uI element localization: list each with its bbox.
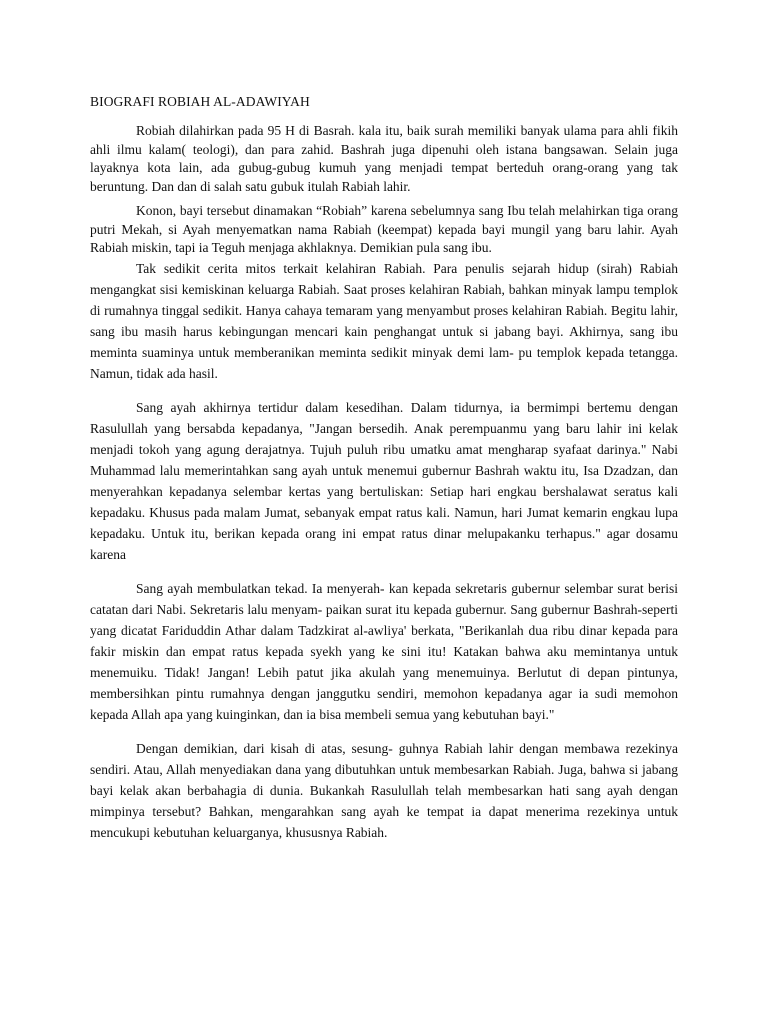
paragraph-4: Sang ayah akhirnya tertidur dalam kesedihan. Dalam tidurnya, ia bermimpi bertemu dengan Rasulullah yang bersabda kepadanya, "Jangan bersedih. Anak perempuanmu yang baru lahir ini kelak menjadi tokoh yang agung derajatnya. Tujuh puluh ribu umatku amat mengharap syafaat darinya." Nabi Muhammad lalu memerintahkan sang ayah untuk menemui gubernur Bashrah waktu itu, Isa Dzadzan, dan menyerahkan kepadanya selembar kertas yang bertuliskan: Setiap hari engkau bershalawat seratus kali kepadaku. Khusus pada malam Jumat, sebanyak empat ratus kali. Namun, hari Jumat kemarin engkau lupa kepadaku. Untuk itu, berikan kepada orang ini empat ratus dinar melupakanku terhapus." agar dosamu karena [90,399,678,562]
paragraph-5: Sang ayah membulatkan tekad. Ia menyerah- kan kepada sekretaris gubernur selembar surat berisi catatan dari Nabi. Sekretaris lalu menyam- paikan surat itu kepada gubernur. Sang gubernur Bashrah-seperti yang dicatat Fariduddin Athar dalam Tadzkirat al-awliya' berkata, "Berikanlah dua ribu dinar kepada para fakir miskin dan empat ratus kepada syekh yang ke sini itu! Katakan bahwa aku memintanya untuk menemuiku. Tidak! Jangan! Lebih patut jika akulah yang menemuinya. Berlutut di depan pintunya, membersihkan pintu rumahnya dengan janggutku sendiri, memohon kepadanya agar ia sudi memohon kepada Allah apa yang kuinginkan, dan ia bisa membeli semua yang kebutuhan bayi." [90,580,678,722]
paragraph-3: Tak sedikit cerita mitos terkait kelahiran Rabiah. Para penulis sejarah hidup (sirah) Rabiah mengangkat sisi kemiskinan keluarga Rabiah. Saat proses kelahiran Rabiah, bahkan minyak lampu templok di rumahnya tinggal sedikit. Hanya cahaya temaram yang menyambut proses kelahiran Rabiah. Begitu lahir, sang ibu masih harus kebingungan mencari kain penghangat untuk si jabang bayi. Akhirnya, sang ibu meminta suaminya untuk memberanikan meminta sedikit minyak demi lam- pu templok kepada tetangga. Namun, tidak ada hasil. [90,260,678,381]
paragraph-2: Konon, bayi tersebut dinamakan “Robiah” karena sebelumnya sang Ibu telah melahirkan tiga orang putri Mekah, si Ayah menyematkan nama Rabiah (keempat) kepada bayi mungil yang baru lahir. Ayah Rabiah miskin, tapi ia Teguh menjaga akhlaknya. Demikian pula sang ibu. [90,203,678,255]
paragraph-1: Robiah dilahirkan pada 95 H di Basrah. kala itu, baik surah memiliki banyak ulama para ahli fikih ahli ilmu kalam( teologi), dan para zahid. Bashrah juga dipenuhi oleh istana bangsawan. Selain juga layaknya kota lain, ada gubug-gubug kumuh yang menjadi tempat berteduh orang-orang yang tak beruntung. Dan dan di salah satu gubuk itulah Rabiah lahir. [90,123,678,194]
paragraph-6: Dengan demikian, dari kisah di atas, sesung- guhnya Rabiah lahir dengan membawa rezekinya sendiri. Atau, Allah menyediakan dana yang dibutuhkan untuk membesarkan Rabiah. Juga, bahwa si jabang bayi kelak akan berbahagia di dunia. Bukankah Rasulullah telah membesarkan hati sang ayah dengan mimpinya tersebut? Bahkan, mengarahkan sang ayah ke tempat ia dapat menerima rezekinya untuk mencukupi kebutuhan keluarganya, khususnya Rabiah. [90,740,678,840]
document-page [90,92,678,843]
document-title: BIOGRAFI ROBIAH AL-ADAWIYAH [90,94,310,109]
